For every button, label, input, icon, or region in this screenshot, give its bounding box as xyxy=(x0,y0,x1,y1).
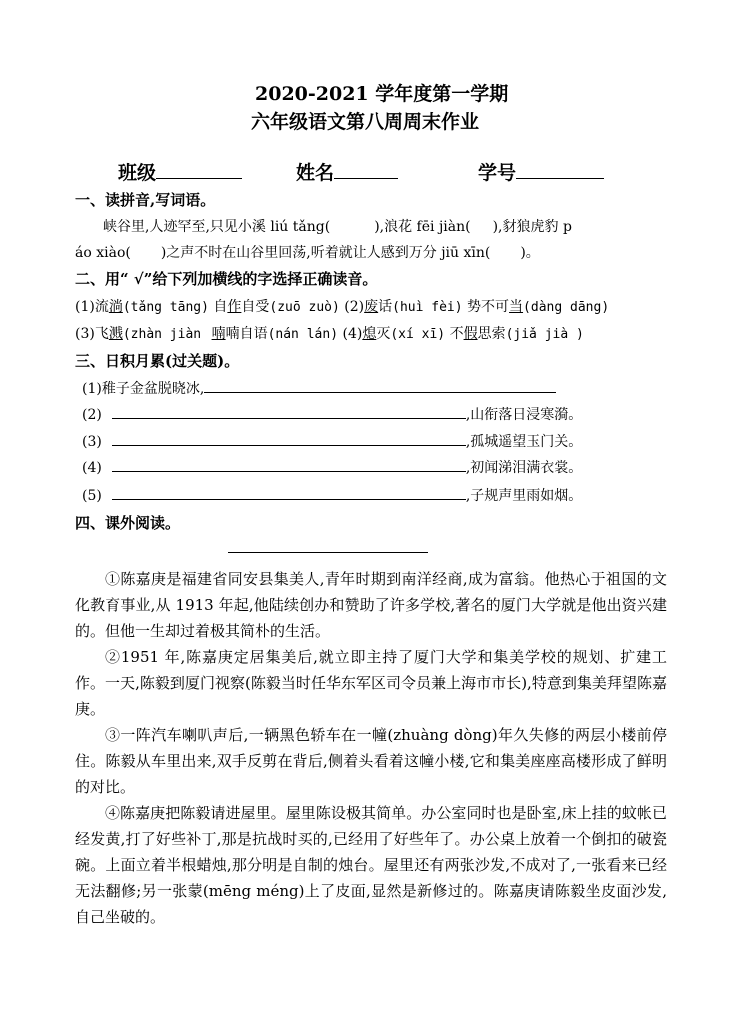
s2-r1-i3-underlined: 废 xyxy=(364,299,379,315)
poem-item-given-line: ,孤城遥望玉门关。 xyxy=(465,434,583,450)
id-blank xyxy=(516,177,604,179)
class-field xyxy=(118,158,242,185)
section2-row2 xyxy=(75,323,584,343)
passage-paragraph-4: ④陈嘉庚把陈毅请进屋里。屋里陈设极其简单。办公室同时也是卧室,床上挂的蚊帐已经发黄,打了好些补丁,那是抗战时买的,已经用了好些年了。办公桌上放着一个倒扣的破瓷碗。上面立着半根蜡烛,那分明是自制的烛台。屋里还有两张沙发,不成对了,一张看来已经无法翻修;另一张蒙(mēng méng)上了皮面,显然是新修过的。陈嘉庚请陈毅坐皮面沙发,自己坐破的。 xyxy=(75,804,667,926)
s2-r2-i3-underlined: 熄 xyxy=(362,326,377,342)
s2-r2-i4-underlined: 假 xyxy=(463,326,478,342)
s2-r2-i1-underlined: 溅 xyxy=(108,326,123,342)
passage-paragraph-3: ③一阵汽车喇叭声后,一辆黑色轿车在一幢(zhuàng dòng)年久失修的两层小楼前停住。陈毅从车里出来,双手反剪在背后,侧着头看着这幢小楼,它和集美座座高楼形成了鲜明的对比。 xyxy=(75,726,667,796)
page-subtitle: 六年级语文第八周周末作业 xyxy=(251,111,480,133)
s2-r2-i4-post: 思索 xyxy=(477,326,506,342)
s2-r1-i3-post: 话 xyxy=(378,299,393,315)
s2-r1-i3-pre: (2) xyxy=(344,299,365,315)
s2-r1-i2-post: 自受 xyxy=(241,299,270,315)
s1-line1-part-c: ),豺狼虎豹 p xyxy=(492,219,572,235)
passage-paragraph-1: ①陈嘉庚是福建省同安县集美人,青年时期到南洋经商,成为富翁。他热心于祖国的文化教育事业,从 1913 年起,他陆续创办和赞助了许多学校,著名的厦门大学就是他出资兴建的。但他一生却过着极其简朴的生活。 xyxy=(75,570,667,640)
poem-item-given-line: ,子规声里雨如烟。 xyxy=(465,488,583,504)
s2-r1-i2-underlined: 作 xyxy=(227,299,242,315)
section1-line2 xyxy=(75,242,540,262)
poem-answer-blank xyxy=(112,498,466,500)
poem-answer-blank xyxy=(112,444,466,446)
section3-heading: 三、日积月累(过关题)。 xyxy=(75,352,240,370)
name-blank xyxy=(334,177,398,179)
poem-item-number: (3) xyxy=(82,434,102,450)
s2-r2-i3-post: 灭 xyxy=(376,326,391,342)
s2-r1-i1-pinyin: (tǎng tāng) xyxy=(122,300,209,315)
passage-title-blank xyxy=(228,552,428,553)
poem-item-3 xyxy=(82,431,582,451)
poem-item-number: (4) xyxy=(82,460,102,476)
s2-r2-i2-pinyin: (nán lán) xyxy=(267,327,339,342)
poem-item-number: (1) xyxy=(82,381,102,397)
s2-r1-i2-pinyin: (zuō zuò) xyxy=(269,300,340,315)
poem-item-4 xyxy=(82,457,582,477)
name-field xyxy=(296,158,398,185)
poem-answer-blank xyxy=(112,417,466,419)
s2-r2-i2-underlined: 喃 xyxy=(211,326,226,342)
poem-item-number: (2) xyxy=(82,407,102,423)
id-label: 学号 xyxy=(478,162,517,184)
class-blank xyxy=(156,177,242,179)
passage-paragraph-2: ②1951 年,陈嘉庚定居集美后,就立即主持了厦门大学和集美学校的规划、扩建工作。一天,陈毅到厦门视察(陈毅当时任华东军区司令员兼上海市市长),特意到集美拜望陈嘉庚。 xyxy=(75,648,667,718)
section1-line1 xyxy=(103,216,572,236)
section2-row1 xyxy=(75,296,609,316)
poem-item-2 xyxy=(82,404,582,424)
section4-heading: 四、课外阅读。 xyxy=(75,514,181,532)
s1-line2-part-c: )。 xyxy=(520,245,540,261)
s2-r2-i2-post: 喃自语 xyxy=(225,326,268,342)
s2-r2-i4-pre: 不 xyxy=(449,326,464,342)
s2-r2-i4-pinyin: (jiǎ jià ) xyxy=(505,327,584,342)
section1-heading: 一、读拼音,写词语。 xyxy=(75,191,216,209)
s2-r1-i4-pre: 势不可 xyxy=(467,299,510,315)
poem-answer-blank xyxy=(204,391,556,393)
poem-item-given-line: ,初闻涕泪满衣裳。 xyxy=(465,460,583,476)
poem-answer-blank xyxy=(112,470,466,472)
s2-r2-i3-pinyin: (xí xī) xyxy=(390,327,446,342)
s2-r2-i3-pre: (4) xyxy=(342,326,363,342)
s2-r2-i1-pinyin: (zhàn jiàn xyxy=(122,327,202,342)
poem-item-5 xyxy=(82,485,582,505)
id-field xyxy=(478,158,604,185)
s1-line2-part-a: áo xiào( xyxy=(75,245,131,261)
s2-r2-i1-pre: (3)飞 xyxy=(75,326,109,342)
class-label: 班级 xyxy=(118,162,157,184)
poem-item-number: (5) xyxy=(82,488,102,504)
section2-heading: 二、用“ √”给下列加横线的字选择正确读音。 xyxy=(75,270,378,288)
s2-r1-i1-underlined: 淌 xyxy=(108,299,123,315)
s2-r1-i4-underlined: 当 xyxy=(509,299,524,315)
poem-item-given-line: 稚子金盆脱晓冰, xyxy=(101,381,205,397)
s2-r1-i3-pinyin: (huì fèi) xyxy=(392,300,463,315)
page-title: 2020-2021 学年度第一学期 xyxy=(255,83,509,105)
s2-r1-i4-pinyin: (dàng dāng) xyxy=(523,300,610,315)
s1-line1-part-a: 峡谷里,人迹罕至,只见小溪 liú tǎng( xyxy=(103,219,331,235)
name-label: 姓名 xyxy=(296,162,335,184)
s1-line2-part-b: )之声不时在山谷里回荡,听着就让人感到万分 jiū xīn( xyxy=(160,245,491,261)
s2-r1-i2-pre: 自 xyxy=(213,299,228,315)
s1-line1-part-b: ),浪花 fēi jiàn( xyxy=(374,219,471,235)
s2-r1-i1-pre: (1)流 xyxy=(75,299,109,315)
poem-item-1 xyxy=(82,378,556,398)
poem-item-given-line: ,山衔落日浸寒漪。 xyxy=(465,407,583,423)
